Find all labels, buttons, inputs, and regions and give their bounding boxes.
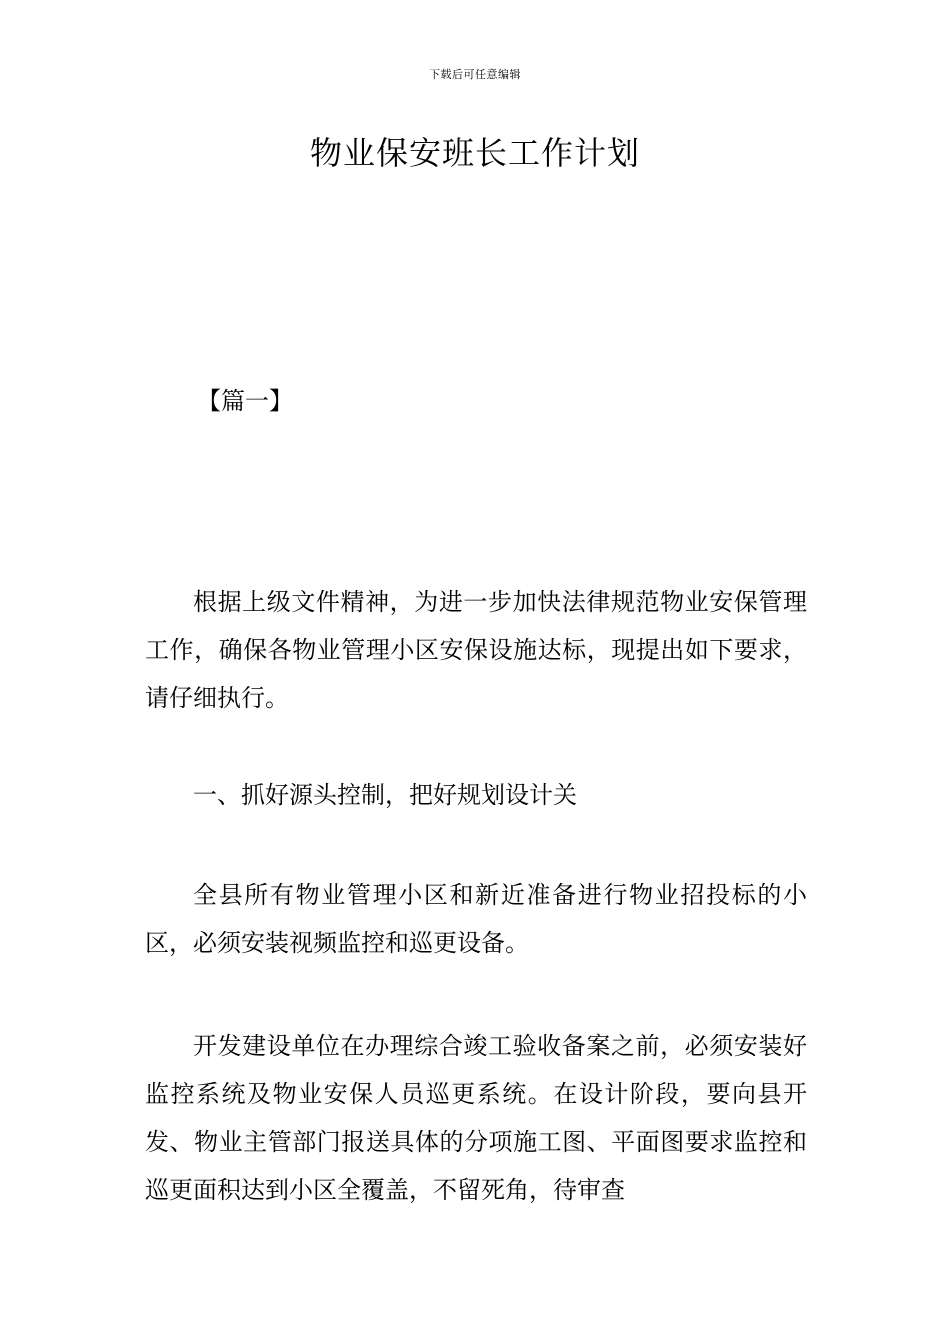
paragraph-requirement: 全县所有物业管理小区和新近准备进行物业招投标的小区，必须安装视频监控和巡更设备。 — [145, 881, 807, 957]
paragraph-developer: 开发建设单位在办理综合竣工验收备案之前，必须安装好监控系统及物业安保人员巡更系统。在设计阶段，要向县开发、物业主管部门报送具体的分项施工图、平面图要求监控和巡更面积达到小区全覆盖，不留死角，待审查 — [145, 1032, 807, 1204]
document-title: 物业保安班长工作计划 — [309, 134, 640, 172]
paragraph-heading-one: 一、抓好源头控制，把好规划设计关 — [193, 781, 577, 809]
section-label: 【篇一】 — [197, 387, 293, 415]
paragraph-intro: 根据上级文件精神，为进一步加快法律规范物业安保管理工作，确保各物业管理小区安保设施达标，现提出如下要求，请仔细执行。 — [145, 588, 807, 712]
header-note: 下载后可任意编辑 — [429, 68, 521, 81]
